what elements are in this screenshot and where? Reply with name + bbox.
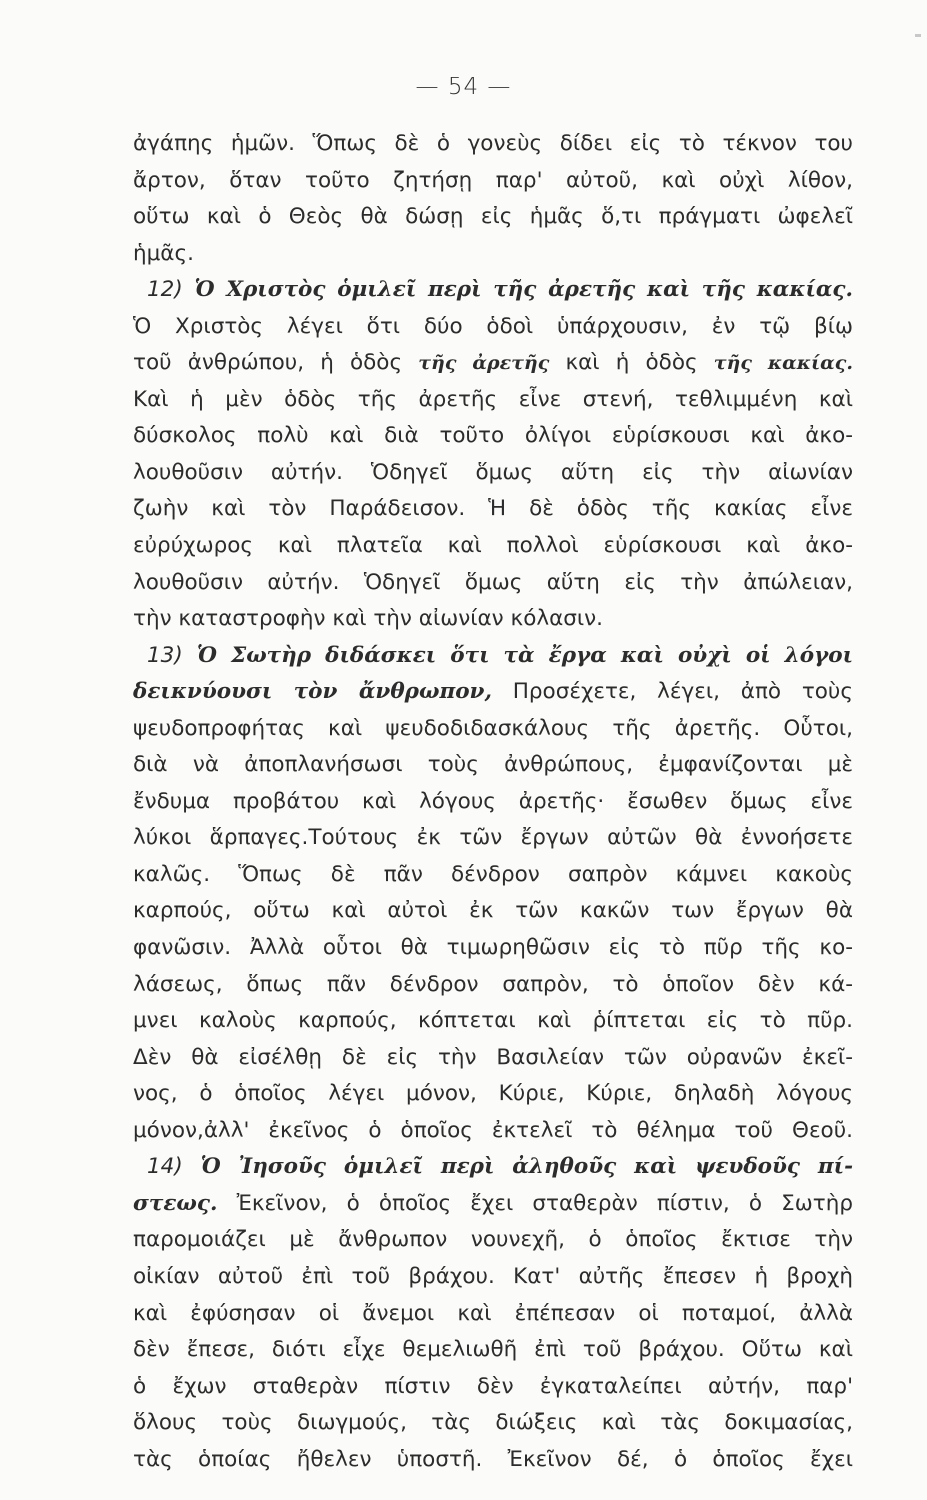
text-line: δύσκολος πολὺ καὶ διὰ τοῦτο ὀλίγοι εὑρίσκουσι καὶ ἀκο- <box>133 423 853 449</box>
text-line <box>133 1186 853 1223</box>
text-line: διὰ νὰ ἀποπλανήσωσι τοὺς ἀνθρώπους, ἐμφανίζονται μὲ <box>133 752 853 778</box>
text-line <box>133 674 853 711</box>
scan-mark <box>915 34 921 37</box>
text-fragment: Προσέχετε, λέγει, ἀπὸ τοὺς <box>512 679 853 705</box>
text-line: καλῶς. Ὅπως δὲ πᾶν δένδρον σαπρὸν κάμνει κακοὺς <box>133 861 853 887</box>
section-title-continued: στεως. <box>133 1190 218 1216</box>
section-heading-13 <box>133 638 853 675</box>
emphasis-text: τῆς κακίας. <box>713 352 853 375</box>
text-line: οὕτω καὶ ὁ Θεὸς θὰ δώσῃ εἰς ἡμᾶς ὅ,τι πράγματι ὠφελεῖ <box>133 204 853 230</box>
text-line: ζωὴν καὶ τὸν Παράδεισον. Ἡ δὲ ὁδὸς τῆς κακίας εἶνε <box>133 496 853 522</box>
page-number: — 54 — <box>415 74 512 100</box>
text-line: φανῶσιν. Ἀλλὰ οὗτοι θὰ τιμωρηθῶσιν εἰς τὸ πῦρ τῆς κο- <box>133 935 853 961</box>
emphasis-text: τῆς ἀρετῆς <box>418 352 550 375</box>
text-fragment: καὶ ἡ ὁδὸς <box>565 350 698 376</box>
section-title-continued: δεικνύουσι τὸν ἄνθρωπον, <box>133 679 492 705</box>
text-line: Δὲν θὰ εἰσέλθῃ δὲ εἰς τὴν Βασιλείαν τῶν οὐρανῶν ἐκεῖ- <box>133 1044 853 1070</box>
text-line: καρπούς, οὕτω καὶ αὐτοὶ ἐκ τῶν κακῶν των ἔργων θὰ <box>133 898 853 924</box>
text-line: Ὁ Χριστὸς λέγει ὅτι δύο ὁδοὶ ὑπάρχουσιν, ἐν τῷ βίῳ <box>133 313 853 339</box>
text-line: ὅλους τοὺς διωγμούς, τὰς διώξεις καὶ τὰς δοκιμασίας, <box>133 1410 853 1436</box>
page-body <box>133 126 853 1478</box>
section-heading-14 <box>133 1149 853 1186</box>
text-line: παρομοιάζει μὲ ἄνθρωπον νουνεχῆ, ὁ ὁποῖος ἔκτισε τὴν <box>133 1227 853 1253</box>
text-line: νος, ὁ ὁποῖος λέγει μόνον, Κύριε, Κύριε, δηλαδὴ λόγους <box>133 1081 853 1107</box>
text-line: λύκοι ἅρπαγες.Τούτους ἐκ τῶν ἔργων αὐτῶν θὰ ἐννοήσετε <box>133 825 853 851</box>
text-line: Καὶ ἡ μὲν ὁδὸς τῆς ἀρετῆς εἶνε στενή, τεθλιμμένη καὶ <box>133 386 853 412</box>
text-line: ἔνδυμα προβάτου καὶ λόγους ἀρετῆς· ἔσωθεν ὅμως εἶνε <box>133 788 853 814</box>
text-line: ἄρτον, ὅταν τοῦτο ζητήσῃ παρ' αὐτοῦ, καὶ οὐχὶ λίθον, <box>133 167 853 193</box>
text-line: λάσεως, ὅπως πᾶν δένδρον σαπρὸν, τὸ ὁποῖον δὲν κά- <box>133 971 853 997</box>
text-line: ὁ ἔχων σταθερὰν πίστιν δὲν ἐγκαταλείπει αὐτήν, παρ' <box>133 1373 853 1399</box>
text-line: λουθοῦσιν αὐτήν. Ὁδηγεῖ ὅμως αὕτη εἰς τὴν αἰωνίαν <box>133 459 853 485</box>
text-line: τὰς ὁποίας ἤθελεν ὑποστῆ. Ἐκεῖνον δέ, ὁ ὁποῖος ἔχει <box>133 1446 853 1472</box>
section-title: Ὁ Χριστὸς ὁμιλεῖ περὶ τῆς ἀρετῆς καὶ τῆς κακίας. <box>194 277 853 303</box>
text-line: εὐρύχωρος καὶ πλατεῖα καὶ πολλοὶ εὑρίσκουσι καὶ ἀκο- <box>133 533 853 559</box>
text-line: μνει καλοὺς καρπούς, κόπτεται καὶ ῥίπτεται εἰς τὸ πῦρ. <box>133 1008 853 1034</box>
text-line: ἡμᾶς. <box>133 240 194 266</box>
text-line: ψευδοπροφήτας καὶ ψευδοδιδασκάλους τῆς ἀρετῆς. Οὗτοι, <box>133 715 853 741</box>
section-number: 14) <box>147 1154 183 1180</box>
text-line: ἀγάπης ἡμῶν. Ὅπως δὲ ὁ γονεὺς δίδει εἰς τὸ τέκνον του <box>133 131 853 156</box>
text-line: οἰκίαν αὐτοῦ ἐπὶ τοῦ βράχου. Κατ' αὐτῆς ἔπεσεν ἡ βροχὴ <box>133 1263 853 1289</box>
text-line: τὴν καταστροφὴν καὶ τὴν αἰωνίαν κόλασιν. <box>133 606 603 632</box>
section-title: Ὁ Ἰησοῦς ὁμιλεῖ περὶ ἀληθοῦς καὶ ψευδοῦς πί- <box>200 1154 853 1180</box>
text-line: μόνον,ἀλλ' ἐκεῖνος ὁ ὁποῖος ἐκτελεῖ τὸ θέλημα τοῦ Θεοῦ. <box>133 1117 853 1143</box>
text-fragment: τοῦ ἀνθρώπου, ἡ ὁδὸς <box>133 350 403 376</box>
section-title: Ὁ Σωτὴρ διδάσκει ὅτι τὰ ἔργα καὶ οὐχὶ οἱ λόγοι <box>196 642 853 668</box>
text-line: λουθοῦσιν αὐτήν. Ὁδηγεῖ ὅμως αὕτη εἰς τὴν ἀπώλειαν, <box>133 569 853 595</box>
text-line: δὲν ἔπεσε, διότι εἶχε θεμελιωθῆ ἐπὶ τοῦ βράχου. Οὕτω καὶ <box>133 1337 853 1363</box>
text-line: καὶ ἐφύσησαν οἱ ἄνεμοι καὶ ἐπέπεσαν οἱ ποταμοί, ἀλλὰ <box>133 1300 853 1326</box>
section-number: 13) <box>147 642 183 668</box>
section-heading-12 <box>133 272 853 309</box>
text-line <box>133 345 853 382</box>
section-number: 12) <box>147 277 183 303</box>
text-fragment: Ἐκεῖνον, ὁ ὁποῖος ἔχει σταθερὰν πίστιν, ὁ Σωτὴρ <box>236 1190 853 1216</box>
